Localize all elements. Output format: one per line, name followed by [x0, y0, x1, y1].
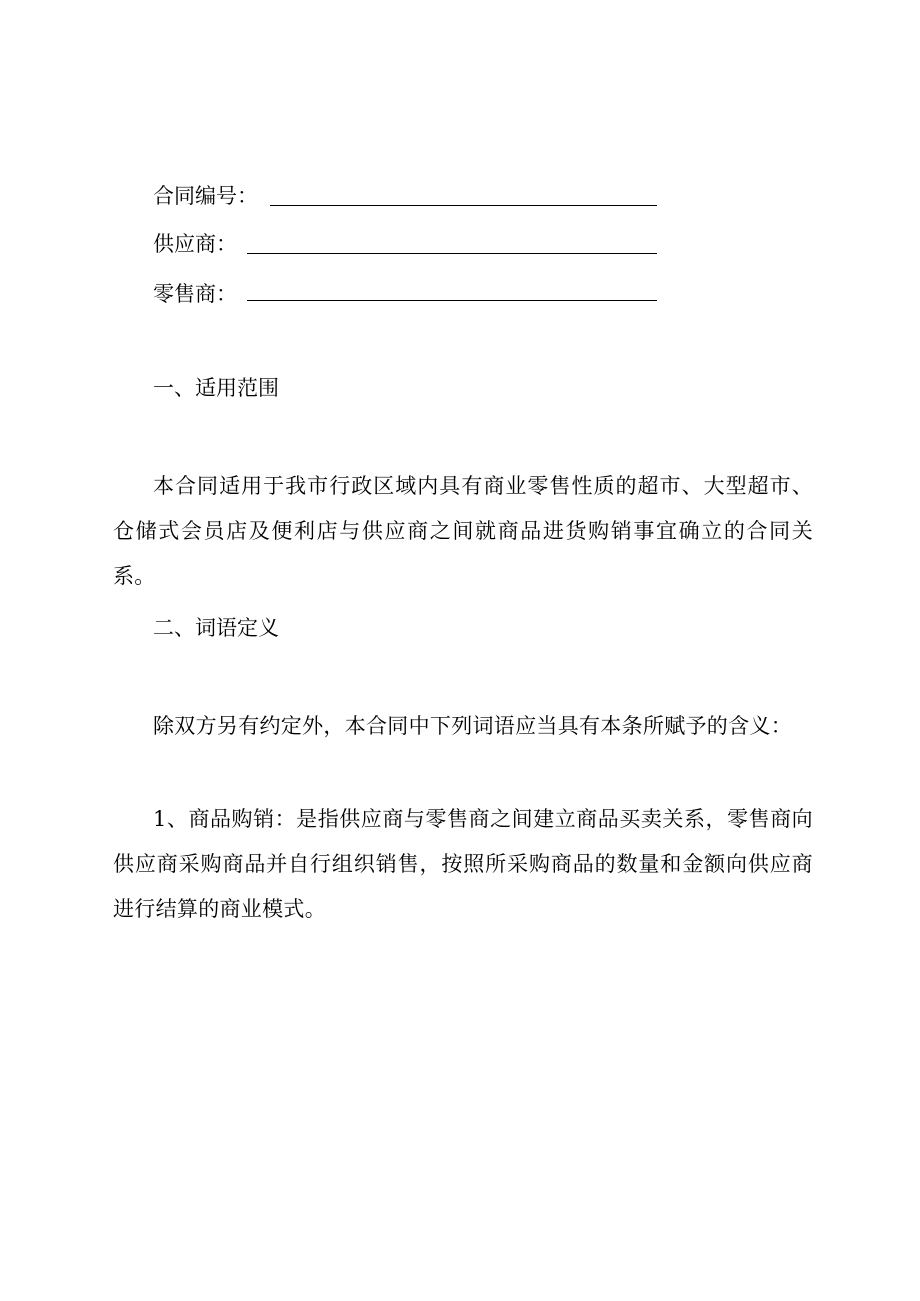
contract-number-field — [153, 186, 258, 207]
contract-number-underline — [270, 205, 657, 206]
section-heading-definitions: 二、词语定义 — [153, 616, 279, 640]
paragraph-definitions-intro: 除双方另有约定外，本合同中下列词语应当具有本条所赋予的含义： — [153, 714, 792, 738]
paragraph-definition-purchase-sale: 1、商品购销：是指供应商与零售商之间建立商品买卖关系，零售商向供应商采购商品并自行组织销售，按照所采购商品的数量和金额向供应商进行结算的商业模式。 — [113, 807, 813, 921]
supplier-underline — [247, 253, 657, 254]
retailer-underline — [247, 300, 657, 301]
section-heading-scope: 一、适用范围 — [153, 376, 279, 400]
retailer-label: 零售商： — [153, 282, 237, 306]
contract-number-label: 合同编号： — [153, 184, 258, 208]
paragraph-scope: 本合同适用于我市行政区域内具有商业零售性质的超市、大型超市、仓储式会员店及便利店与供应商之间就商品进货购销事宜确立的合同关系。 — [113, 474, 813, 588]
retailer-field — [153, 284, 237, 305]
supplier-label: 供应商： — [153, 232, 237, 256]
supplier-field — [153, 234, 237, 255]
